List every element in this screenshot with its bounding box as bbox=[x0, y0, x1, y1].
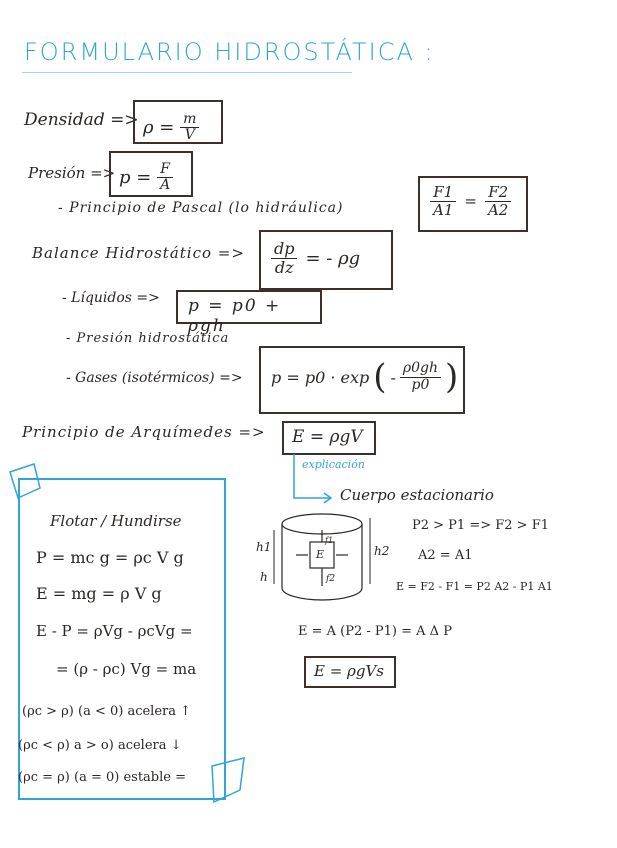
balance-rhs: = - ρg bbox=[305, 247, 361, 269]
presion-num: F bbox=[157, 162, 173, 178]
liquidos-formula-box bbox=[176, 290, 322, 336]
cylinder-diagram bbox=[252, 508, 392, 618]
f2-label: f2 bbox=[326, 574, 336, 584]
arquimedes-formula: E = ρgV bbox=[292, 427, 363, 447]
h1-label: h1 bbox=[256, 540, 272, 554]
relation-line-1: P2 > P1 => F2 > F1 bbox=[412, 518, 549, 533]
relation-line-4: E = A (P2 - P1) = A Δ P bbox=[298, 624, 452, 639]
flotar-line-2: E = mg = ρ V g bbox=[36, 584, 162, 603]
relation-boxed bbox=[304, 656, 396, 688]
title-underline bbox=[22, 72, 352, 73]
pascal-eq: = bbox=[464, 192, 477, 210]
relation-line-3: E = F2 - F1 = P2 A2 - P1 A1 bbox=[396, 580, 553, 593]
liquidos-formula: p = p0 + ρgh bbox=[188, 296, 282, 336]
flotar-line-3: E - P = ρVg - ρcVg = bbox=[36, 622, 193, 640]
presion-den: A bbox=[160, 177, 171, 194]
ribbon-top-left bbox=[4, 462, 44, 512]
presion-hidrostatica-label: - Presión hidrostática bbox=[66, 331, 230, 346]
densidad-num: m bbox=[180, 112, 199, 128]
flotar-line-5: (ρc > ρ) (a < 0) acelera ↑ bbox=[22, 704, 192, 719]
pascal-n1: F1 bbox=[430, 184, 456, 202]
arquimedes-label: Principio de Arquímedes => bbox=[22, 423, 266, 441]
e-label: E bbox=[316, 548, 325, 561]
gases-den: p0 bbox=[411, 376, 430, 393]
h-label: h bbox=[260, 570, 268, 584]
densidad-label: Densidad => bbox=[24, 110, 139, 130]
presion-formula-box bbox=[109, 151, 193, 197]
balance-formula-box bbox=[259, 230, 393, 290]
relation-boxed-formula: E = ρgVs bbox=[314, 662, 385, 680]
presion-lhs: p = bbox=[119, 166, 152, 188]
flotar-line-1: P = mc g = ρc V g bbox=[36, 548, 184, 567]
flotar-line-4: = (ρ - ρc) Vg = ma bbox=[56, 660, 197, 678]
gases-formula-box: p = p0 · exp ( - $\frac{\rho 0gh}{p0}$ ) bbox=[259, 346, 465, 414]
balance-num: dp bbox=[271, 240, 297, 259]
gases-lhs: p = p0 · exp bbox=[271, 367, 370, 387]
ribbon-bottom-right bbox=[204, 756, 254, 816]
balance-label: Balance Hidrostático => bbox=[32, 244, 245, 262]
pascal-d2: A2 bbox=[487, 200, 509, 219]
pascal-d1: A1 bbox=[433, 200, 454, 219]
pascal-formula-box bbox=[418, 176, 528, 232]
flotar-line-6: (ρc < ρ) a > o) acelera ↓ bbox=[18, 738, 182, 753]
liquidos-label: - Líquidos => bbox=[62, 290, 160, 306]
densidad-formula-box bbox=[133, 100, 223, 144]
pascal-n2: F2 bbox=[485, 184, 511, 202]
pascal-label: - Principio de Pascal (lo hidráulica) bbox=[58, 200, 344, 216]
balance-den: dz bbox=[274, 257, 294, 277]
explicacion-label: explicación bbox=[302, 458, 365, 471]
h2-label: h2 bbox=[374, 544, 390, 558]
cuerpo-estacionario-label: Cuerpo estacionario bbox=[340, 486, 494, 504]
flotar-line-7: (ρc = ρ) (a = 0) estable = bbox=[18, 770, 186, 785]
gases-label: - Gases (isotérmicos) => bbox=[66, 370, 243, 386]
densidad-den: V bbox=[184, 127, 195, 144]
relation-line-2: A2 = A1 bbox=[418, 548, 473, 563]
gases-minus: - bbox=[390, 367, 396, 387]
f1-label: f1 bbox=[325, 536, 334, 545]
presion-label: Presión => bbox=[28, 164, 116, 182]
flotar-title: Flotar / Hundirse bbox=[50, 512, 182, 530]
page-title: FORMULARIO HIDROSTÁTICA : bbox=[24, 38, 435, 66]
gases-num: ρ0gh bbox=[400, 361, 441, 377]
densidad-lhs: ρ = bbox=[143, 116, 175, 138]
arquimedes-formula-box bbox=[282, 421, 376, 455]
